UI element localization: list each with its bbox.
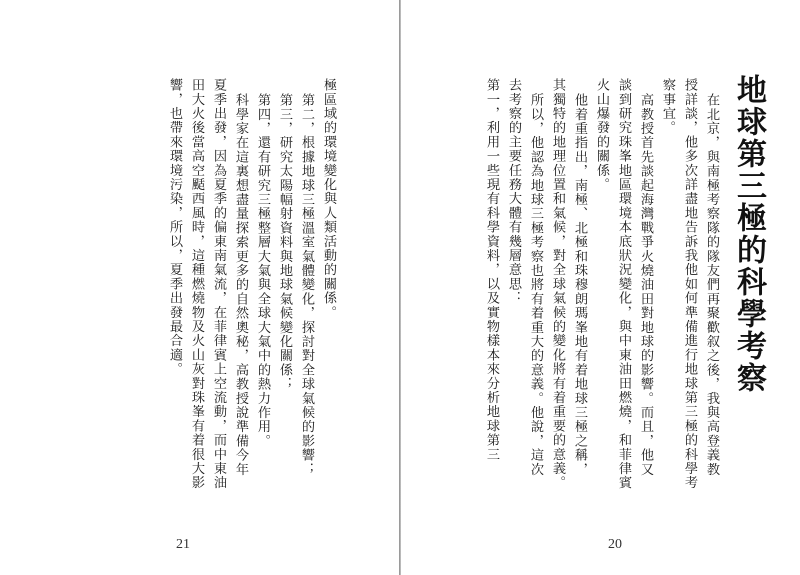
body-line: 其獨特的地理位置和氣候，對全球氣候的變化將有着重要的意義。: [550, 78, 565, 490]
body-line: 夏季出發，因為夏季的偏東南氣流，在菲律賓上空流動，而中東油: [211, 78, 226, 490]
body-line: 授詳談，他多次詳盡地告訴我他如何準備進行地球第三極的科學考: [682, 78, 697, 490]
body-line: 極區域的環境變化與人類活動的關係。: [321, 78, 336, 320]
body-line: 第三，研究太陽幅射資料與地球氣候變化關係；: [277, 93, 292, 392]
left-page: [0, 0, 399, 575]
body-line: 火山爆發的關係。: [594, 78, 609, 192]
body-line: 第四，還有研究三極整層大氣與全球大氣中的熱力作用。: [255, 93, 270, 448]
body-line: 察事宜。: [660, 78, 675, 135]
body-line: 響，也帶來環境污染，所以，夏季出發最合適。: [167, 78, 182, 377]
body-line: 所以，他認為地球三極考察也將有着重大的意義。他說，這次: [528, 93, 543, 477]
body-line: 第一，利用一些現有科學資料，以及實物樣本來分析地球第三: [484, 78, 499, 462]
body-line: 去考察的主要任務大體有幾層意思：: [506, 78, 521, 306]
body-line: 第二，根據地球三極溫室氣體變化，探討對全球氣候的影響；: [299, 93, 314, 477]
body-line: 在北京，與南極考察隊的隊友們再聚歡叙之後，我與高登義教: [704, 93, 719, 477]
body-line: 田大火後當高空颳西風時，這種燃燒物及火山灰對珠峯有着很大影: [189, 78, 204, 490]
right-page: [401, 0, 800, 575]
body-line: 科學家在這裏想盡量探索更多的自然奧秘，高教授說準備今年: [233, 93, 248, 477]
body-line: 他着重指出，南極、北極和珠穆朗瑪峯地有着地球三極之稱，: [572, 93, 587, 477]
body-line: 高教授首先談起海灣戰爭火燒油田對地球的影響。而且，他又: [638, 93, 653, 477]
page-number: 21: [176, 537, 190, 552]
body-line: 談到研究珠峯地區環境本底狀況變化，與中東油田燃燒，和菲律賓: [616, 78, 631, 490]
page-title: 地球第三極的科學考察: [731, 74, 766, 394]
page-number: 20: [608, 537, 622, 552]
